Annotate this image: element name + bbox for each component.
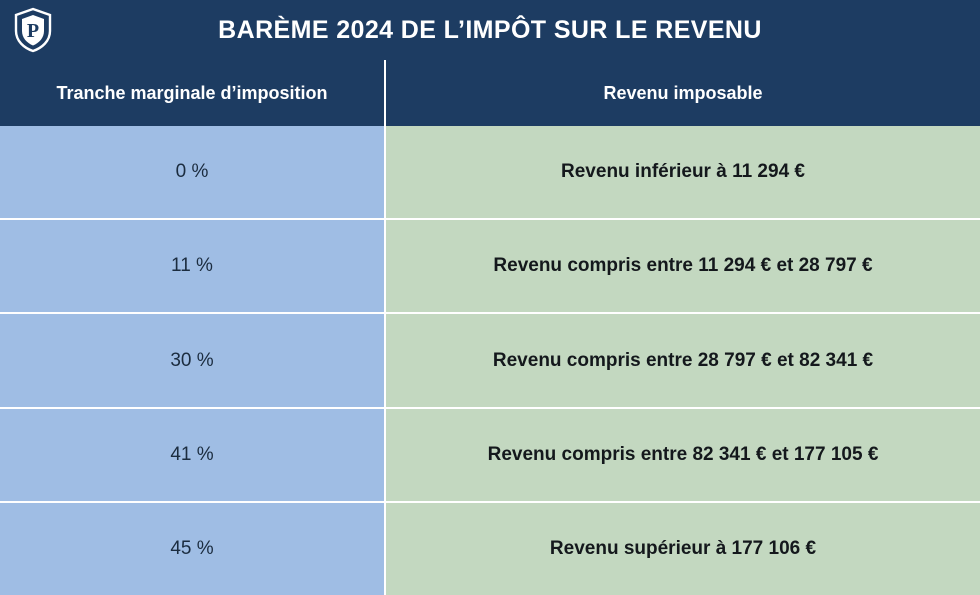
- cell-income: Revenu compris entre 28 797 € et 82 341 €: [386, 314, 980, 406]
- page-title: BARÈME 2024 DE L’IMPÔT SUR LE REVENU: [218, 15, 762, 44]
- svg-text:P: P: [26, 20, 40, 42]
- cell-rate: 41 %: [0, 409, 386, 501]
- cell-rate: 45 %: [0, 503, 386, 595]
- table-row: [0, 503, 980, 595]
- cell-rate: 30 %: [0, 314, 386, 406]
- cell-income: Revenu compris entre 82 341 € et 177 105 €: [386, 409, 980, 501]
- table-row: [0, 409, 980, 503]
- table-row: [0, 314, 980, 408]
- column-header-income: Revenu imposable: [603, 82, 763, 103]
- cell-rate: 0 %: [0, 126, 386, 218]
- table-row: [0, 126, 980, 220]
- table-row: [0, 220, 980, 314]
- column-header-rate: Tranche marginale d’imposition: [0, 60, 386, 126]
- table-body: [0, 126, 980, 595]
- shield-p-logo-icon: [10, 7, 56, 53]
- cell-income: Revenu supérieur à 177 106 €: [386, 503, 980, 595]
- cell-income: Revenu inférieur à 11 294 €: [386, 126, 980, 218]
- title-bar: [0, 0, 980, 60]
- table-header-row: [0, 60, 980, 126]
- cell-income: Revenu compris entre 11 294 € et 28 797 €: [386, 220, 980, 312]
- cell-rate: 11 %: [0, 220, 386, 312]
